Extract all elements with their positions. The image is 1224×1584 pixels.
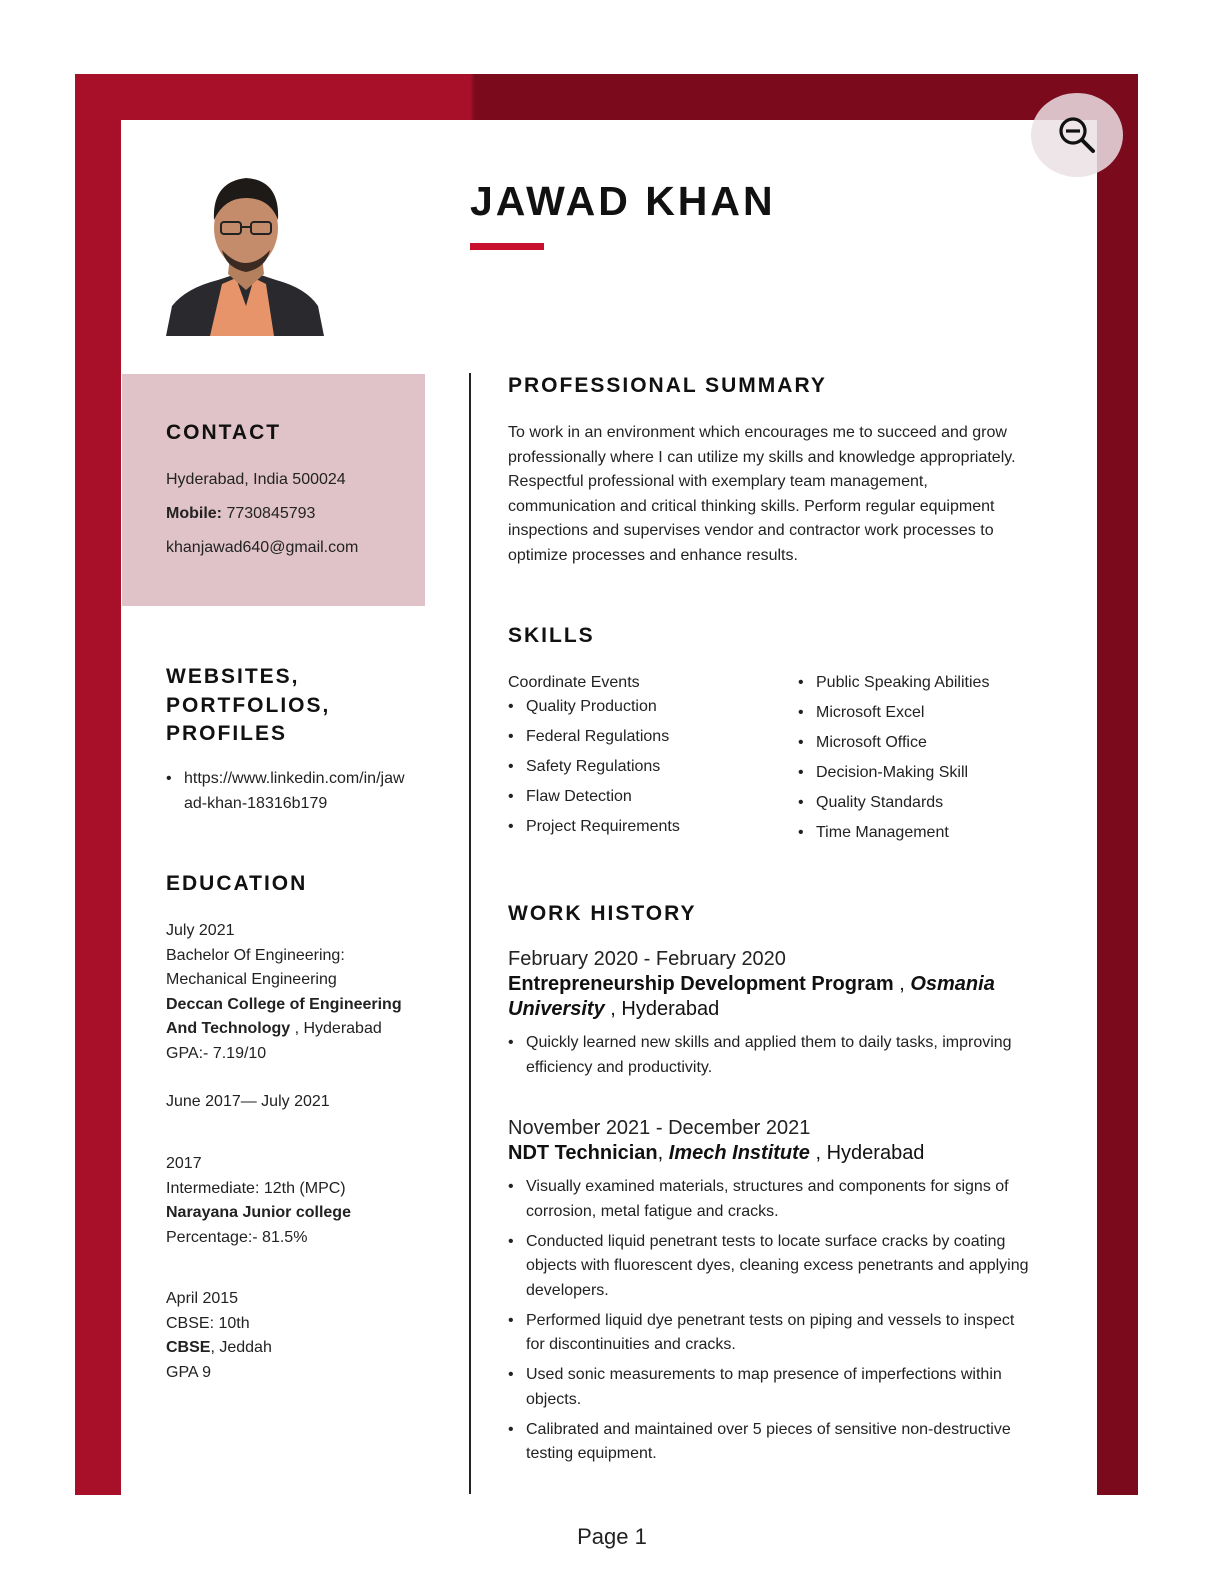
education-degree: CBSE: 10th [166,1314,250,1332]
skill-item: • Decision-Making Skill [798,758,989,788]
skill-item: • Microsoft Excel [798,698,989,728]
job-date: February 2020 - February 2020 [508,948,786,970]
skill-item: • Federal Regulations [508,722,680,752]
job-title: NDT Technician, Imech Institute , Hyderabad [508,1142,925,1164]
skill-item: • Microsoft Office [798,728,989,758]
websites-heading-line: WEBSITES, [166,665,300,688]
job-organization: University , Hyderabad [508,998,720,1020]
education-entry [166,1152,351,1250]
job-bullet: • Conducted liquid penetrant tests to locate surface cracks by coating objects with fluorescent dyes, cleaning excess penetrants and applying developers. [508,1230,1068,1304]
websites-heading-line: PROFILES [166,722,288,745]
zoom-out-button[interactable] [1031,93,1123,177]
summary-text: To work in an environment which encourages me to succeed and grow professionally where I can utilize my skills and knowledge appropriately. Respectful professional with exemplary team management, communication and critical thinking skills. Perform regular equipment inspections and supervises vendor and contractor work processes to optimize processes and enhance results. [508,424,1016,564]
contact-email[interactable]: khanjawad640@gmail.com [166,539,359,556]
summary-heading: PROFESSIONAL SUMMARY [508,374,827,397]
candidate-name: JAWAD KHAN [470,178,776,224]
skill-item: • Flaw Detection [508,782,680,812]
skills-list-right [798,668,989,848]
job-bullet: • Calibrated and maintained over 5 pieces of sensitive non-destructive testing equipment. [508,1418,1068,1467]
skills-list-left [508,692,680,842]
education-degree: Bachelor Of Engineering: [166,946,345,964]
skill-item: Coordinate Events [508,674,640,691]
education-school: Deccan College of Engineering [166,995,402,1013]
skill-item: • Public Speaking Abilities [798,668,989,698]
skill-item: • Safety Regulations [508,752,680,782]
job-bullet: • Visually examined materials, structures and components for signs of corrosion, metal fatigue and cracks. [508,1175,1068,1224]
education-major: Mechanical Engineering [166,971,337,988]
mobile-number: 7730845793 [222,505,316,522]
education-grade: GPA 9 [166,1363,212,1381]
skills-heading: SKILLS [508,624,595,647]
job-bullet: • Used sonic measurements to map presence of imperfections within objects. [508,1363,1068,1412]
column-divider [469,373,471,1494]
contact-heading: CONTACT [166,421,282,444]
websites-heading [166,663,330,749]
websites-list [166,767,436,816]
education-grade: Percentage:- 81.5% [166,1228,308,1246]
websites-heading-line: PORTFOLIOS, [166,693,331,717]
job-bullet: • Performed liquid dye penetrant tests on piping and vessels to inspect for discontinuities and cracks. [508,1309,1068,1358]
education-entry [166,919,402,1066]
page-number-label: Page 1 [577,1524,647,1549]
contact-mobile [166,502,315,527]
profile-photo [166,168,324,336]
name-underline [470,243,544,250]
education-school-cont: And Technology , Hyderabad [166,1020,382,1037]
skill-item: • Time Management [798,818,989,848]
skill-item: • Project Requirements [508,812,680,842]
job-bullet: • Quickly learned new skills and applied them to daily tasks, improving efficiency and productivity. [508,1031,1068,1080]
zoom-out-icon [1057,115,1097,155]
contact-address: Hyderabad, India 500024 [166,471,346,488]
education-school: CBSE, Jeddah [166,1339,272,1356]
mobile-label: Mobile: [166,505,222,522]
education-date: 2017 [166,1155,202,1172]
job-bullets [508,1175,1068,1467]
education-grade: GPA:- 7.19/10 [166,1044,267,1062]
education-school: Narayana Junior college [166,1204,351,1221]
education-date: June 2017— July 2021 [166,1093,330,1110]
education-date: April 2015 [166,1290,239,1307]
education-heading: EDUCATION [166,872,308,895]
skill-item: • Quality Standards [798,788,989,818]
job-bullets [508,1031,1068,1080]
work-history-heading: WORK HISTORY [508,902,697,925]
job-date: November 2021 - December 2021 [508,1117,811,1139]
job-entry [508,947,1068,1086]
education-date: July 2021 [166,922,235,939]
job-title: Entrepreneurship Development Program , Osmania [508,973,995,995]
education-entry [166,1287,272,1385]
education-degree: Intermediate: 12th (MPC) [166,1179,346,1197]
skill-item: • Quality Production [508,692,680,722]
job-entry [508,1116,1068,1472]
linkedin-link[interactable]: • https://www.linkedin.com/in/jaw ad-khan-18316b179 [166,767,436,816]
